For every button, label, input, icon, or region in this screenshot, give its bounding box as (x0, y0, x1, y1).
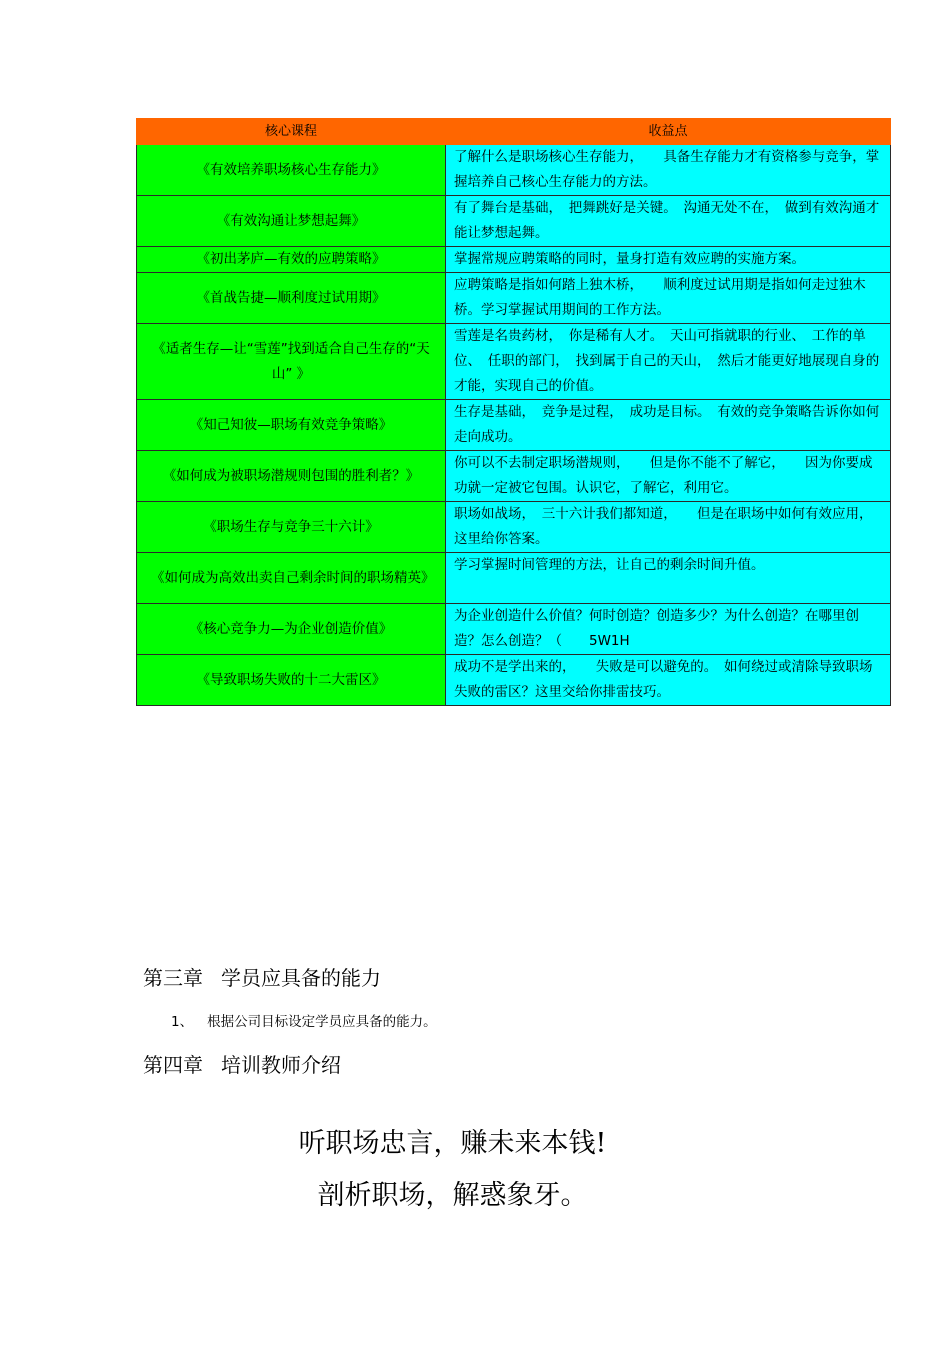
course-cell: 《如何成为高效出卖自己剩余时间的职场精英》 (137, 553, 446, 604)
chapter-3-number: 第三章 (143, 966, 203, 990)
benefit-cell: 为企业创造什么价值？何时创造？创造多少？为什么创造？在哪里创造？怎么创造？（ 5W1H (446, 604, 891, 655)
course-cell: 《有效沟通让梦想起舞》 (137, 196, 446, 247)
course-cell: 《如何成为被职场潜规则包围的胜利者？》 (137, 451, 446, 502)
table-row (137, 400, 891, 451)
header-benefit: 收益点 (446, 119, 891, 145)
course-table (136, 118, 891, 706)
course-cell: 《导致职场失败的十二大雷区》 (137, 655, 446, 706)
table-row (137, 502, 891, 553)
course-cell: 《知己知彼—职场有效竞争策略》 (137, 400, 446, 451)
list-item-index: 1、 (171, 1014, 194, 1030)
benefit-cell: 掌握常规应聘策略的同时，量身打造有效应聘的实施方案。 (446, 247, 891, 273)
header-core-course: 核心课程 (137, 119, 446, 145)
benefit-cell: 你可以不去制定职场潜规则， 但是你不能不了解它， 因为你要成功就一定被它包围。认识它，了解它，利用它。 (446, 451, 891, 502)
benefit-cell: 雪莲是名贵药材， 你是稀有人才。 天山可指就职的行业、 工作的单位、 任职的部门， 找到属于自己的天山， 然后才能更好地展现自身的才能，实现自己的价值。 (446, 324, 891, 400)
benefit-cell: 学习掌握时间管理的方法，让自己的剩余时间升值。 (446, 553, 891, 604)
chapter-3-title: 学员应具备的能力 (221, 966, 381, 990)
table-row (137, 604, 891, 655)
table-row (137, 145, 891, 196)
table-row (137, 273, 891, 324)
benefit-cell: 了解什么是职场核心生存能力， 具备生存能力才有资格参与竞争，掌握培养自己核心生存能力的方法。 (446, 145, 891, 196)
benefit-cell: 应聘策略是指如何踏上独木桥， 顺利度过试用期是指如何走过独木桥。学习掌握试用期间的工作方法。 (446, 273, 891, 324)
course-cell: 《有效培养职场核心生存能力》 (137, 145, 446, 196)
chapter-3-heading (143, 962, 381, 991)
course-cell: 《核心竞争力—为企业创造价值》 (137, 604, 446, 655)
course-cell: 《初出茅庐—有效的应聘策略》 (137, 247, 446, 273)
chapter-4-title: 培训教师介绍 (221, 1053, 341, 1077)
course-cell: 《职场生存与竞争三十六计》 (137, 502, 446, 553)
table-row (137, 196, 891, 247)
table-header-row (137, 119, 891, 145)
table-row (137, 324, 891, 400)
benefit-cell: 职场如战场， 三十六计我们都知道， 但是在职场中如何有效应用，这里给你答案。 (446, 502, 891, 553)
table-row (137, 553, 891, 604)
chapter-4-number: 第四章 (143, 1053, 203, 1077)
list-item-text: 根据公司目标设定学员应具备的能力。 (207, 1014, 437, 1030)
benefit-cell: 有了舞台是基础， 把舞跳好是关键。 沟通无处不在， 做到有效沟通才能让梦想起舞。 (446, 196, 891, 247)
benefit-cell: 成功不是学出来的， 失败是可以避免的。 如何绕过或清除导致职场失败的雷区？这里交给你排雷技巧。 (446, 655, 891, 706)
course-cell: 《适者生存—让“雪莲”找到适合自己生存的“天山” 》 (137, 324, 446, 400)
slogan-line-1: 听职场忠言，赚未来本钱! (298, 1128, 607, 1159)
table-row (137, 451, 891, 502)
list-item (171, 1010, 437, 1030)
table-row (137, 247, 891, 273)
benefit-cell: 生存是基础， 竞争是过程， 成功是目标。 有效的竞争策略告诉你如何走向成功。 (446, 400, 891, 451)
table-row (137, 655, 891, 706)
chapter-4-heading (143, 1049, 341, 1078)
slogan-line-2: 剖析职场，解惑象牙。 (317, 1180, 588, 1211)
course-cell: 《首战告捷—顺利度过试用期》 (137, 273, 446, 324)
